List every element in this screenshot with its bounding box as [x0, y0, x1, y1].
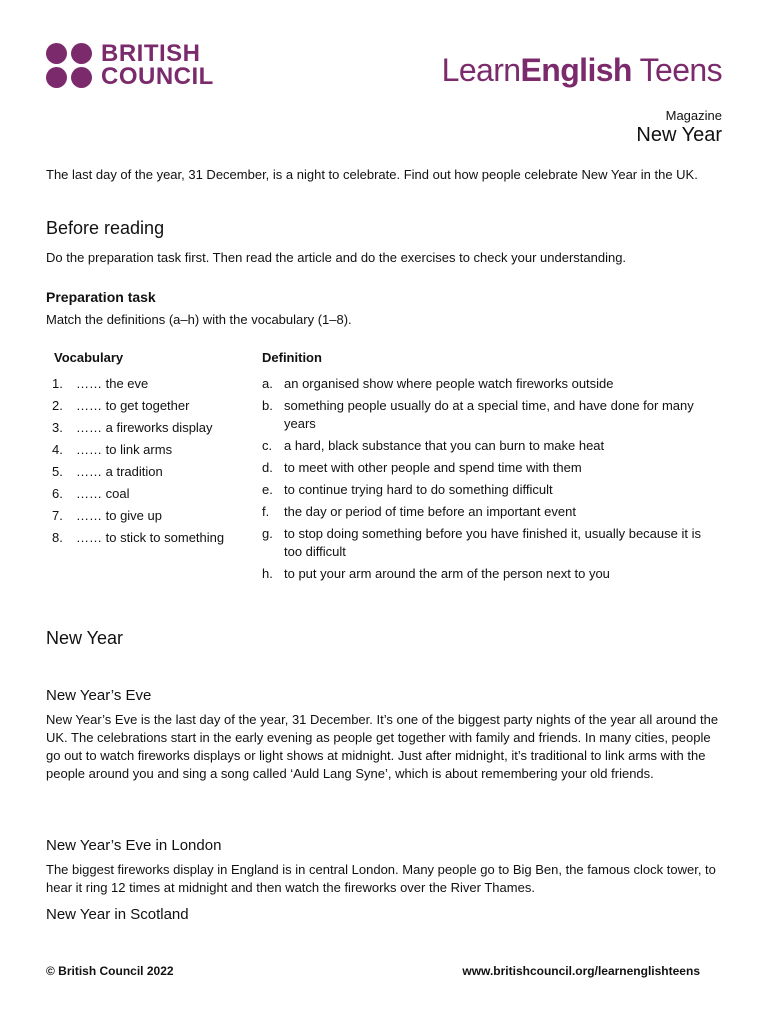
logo-learn: Learn	[441, 52, 521, 88]
list-item: f. the day or period of time before an important event	[262, 504, 576, 519]
list-item: d. to meet with other people and spend time with them	[262, 460, 582, 475]
section-text-london: The biggest fireworks display in England is in central London. Many people go to Big Ben, the famous clock tower, to hear it ring 12 times at midnight and then watch the fireworks over the River Thames.	[46, 862, 716, 895]
logo-line-2: COUNCIL	[101, 63, 214, 90]
logo-dots-icon	[46, 43, 93, 88]
definition-column-header: Definition	[262, 350, 322, 365]
learnenglish-teens-logo	[442, 52, 722, 89]
copyright: © British Council 2022	[46, 964, 174, 978]
list-item: c. a hard, black substance that you can burn to make heat	[262, 438, 605, 453]
vocabulary-column-header: Vocabulary	[54, 350, 124, 365]
intro-text: The last day of the year, 31 December, is a night to celebrate. Find out how people celebrate New Year in the UK.	[46, 167, 698, 182]
list-item: a. an organised show where people watch fireworks outside	[262, 376, 614, 391]
website-url: www.britishcouncil.org/learnenglishteens	[462, 964, 700, 978]
list-item: 4. …… to link arms	[52, 442, 173, 457]
list-item: 1. …… the eve	[52, 376, 149, 391]
article-heading: New Year	[46, 628, 124, 648]
vocabulary-list	[52, 375, 252, 551]
page-title: New Year	[636, 124, 722, 146]
list-item: 7. …… to give up	[52, 508, 162, 523]
section-label: Magazine	[665, 108, 722, 123]
section-heading-london: New Year’s Eve in London	[46, 837, 222, 854]
list-item: 2. …… to get together	[52, 398, 190, 413]
section-heading-scotland: New Year in Scotland	[46, 906, 189, 923]
list-item: 8. …… to stick to something	[52, 530, 225, 545]
section-text-new-years-eve: New Year’s Eve is the last day of the year, 31 December. It’s one of the biggest party nights of the year all around the UK. The celebrations start in the early evening as people get together with family and friends. In many cities, people go out to watch fireworks displays or light shows at midnight. Just after midnight, it’s traditional to link arms with the people around you and sing a song called ‘Auld Lang Syne’, which is about remembering your old friends.	[46, 712, 719, 781]
list-item: b. something people usually do at a special time, and have done for many years	[262, 398, 694, 431]
before-reading-heading: Before reading	[46, 218, 165, 238]
list-item: 5. …… a tradition	[52, 464, 163, 479]
list-item: e. to continue trying hard to do something difficult	[262, 482, 553, 497]
preparation-instruction: Match the definitions (a–h) with the vocabulary (1–8).	[46, 312, 352, 327]
list-item: 3. …… a fireworks display	[52, 420, 213, 435]
section-heading-new-years-eve: New Year’s Eve	[46, 687, 152, 704]
preparation-heading: Preparation task	[46, 289, 156, 305]
list-item: 6. …… coal	[52, 486, 130, 501]
definition-list	[262, 375, 722, 587]
british-council-logo	[46, 42, 214, 88]
logo-wordmark	[101, 42, 214, 88]
logo-teens: Teens	[631, 52, 722, 88]
before-reading-text: Do the preparation task first. Then read the article and do the exercises to check your understanding.	[46, 250, 627, 265]
logo-english: English	[520, 52, 632, 88]
list-item: h. to put your arm around the arm of the person next to you	[262, 566, 610, 581]
list-item: g. to stop doing something before you have finished it, usually because it is too difficult	[262, 526, 701, 559]
logo-line-1: BRITISH	[101, 40, 201, 67]
